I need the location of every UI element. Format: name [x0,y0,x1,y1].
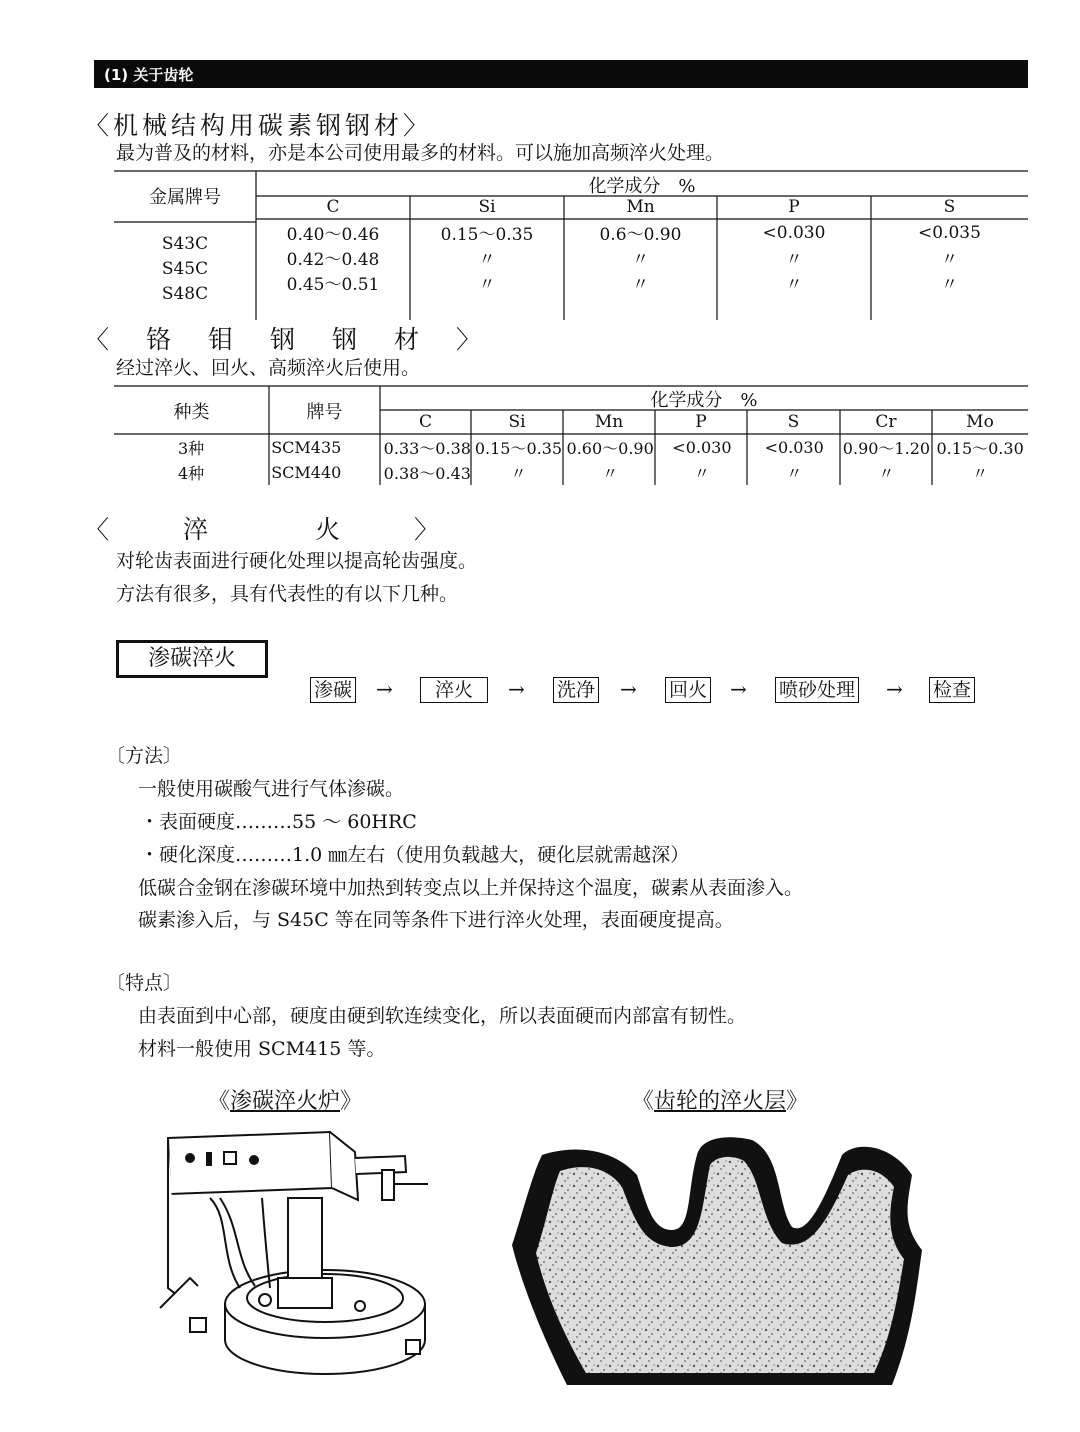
flow-step: 渗碳 [310,677,356,703]
table-cell: 0.60～0.90 [566,439,654,458]
method-heading: 〔方法〕 [106,745,183,767]
table-cell: 0.45～0.51 [286,275,380,295]
element-label: Si [508,412,526,432]
grade-cell: SCM435 [271,438,342,457]
bracket-open: 《 [208,1089,231,1114]
furnace-title-text: 渗碳淬火炉 [230,1089,341,1114]
table-cell: 0.15～0.35 [440,225,534,245]
gear-hardened-layer-illustration [512,1135,922,1393]
carbon-element-header [256,196,1028,218]
method-line: 一般使用碳酸气进行气体渗碳。 [138,778,405,800]
kind-cell: 4种 [178,464,205,483]
flow-arrow: → [620,677,637,701]
flow-step: 洗净 [553,677,599,703]
grade-cell: SCM440 [271,463,342,482]
method-line: ・硬化深度………1.0 ㎜左右（使用负载越大，硬化层就需越深） [140,844,690,866]
table-cell: 0.90～1.20 [842,439,931,458]
crmo-steel-desc: 经过淬火、回火、高频淬火后使用。 [116,357,421,379]
grade-label: S45C [161,259,209,279]
element-label: P [788,197,800,217]
quench-title: 〈 淬 火 〉 [84,515,448,544]
carbon-data-table [256,220,1028,295]
table-cell: 〃 [632,275,649,295]
element-label: S [943,197,956,217]
element-label: Mn [594,412,624,432]
table-cell: 〃 [786,464,803,483]
table-row [256,245,1028,270]
table-cell: 〃 [478,250,496,270]
gear-figure-title [632,1084,808,1115]
carbon-col-grade: 金属牌号 [149,187,221,208]
element-label: S [787,412,800,432]
bracket-open: 《 [632,1089,655,1114]
table-cell: 〃 [972,464,989,483]
table-cell: 〃 [941,250,958,270]
table-cell: 0.15～0.30 [936,439,1024,458]
feature-heading: 〔特点〕 [106,972,183,994]
element-label: Mo [966,412,994,432]
carbon-col-chem: 化学成分 % [588,176,696,197]
element-label: Cr [875,412,897,432]
table-cell: 〃 [478,275,496,295]
element-label: Si [478,197,496,217]
crmo-element-header [380,410,1028,434]
carburizing-furnace-illustration [150,1128,440,1388]
carburize-title-box: 渗碳淬火 [116,640,268,678]
section-header-bar [94,60,1028,88]
table-cell: 〃 [510,464,527,483]
table-cell: 〃 [632,250,649,270]
element-label: C [326,197,340,217]
crmo-col-kind: 种类 [173,402,210,423]
flow-arrow: → [508,677,525,701]
table-cell: 0.42～0.48 [286,250,380,270]
quench-line-1: 对轮齿表面进行硬化处理以提高轮齿强度。 [116,550,478,572]
section-header-label: (1) 关于齿轮 [104,66,194,84]
flow-step: 淬火 [420,677,488,703]
table-row [256,220,1028,245]
element-label: Mn [626,197,655,217]
flow-arrow: → [376,677,393,701]
table-cell: <0.030 [672,438,732,457]
method-line: ・表面硬度………55 ～ 60HRC [140,811,417,833]
table-cell: 0.15～0.35 [474,439,563,458]
carbon-grade-list [114,232,256,307]
table-cell: 〃 [878,464,895,483]
grade-label: S43C [161,234,209,254]
crmo-data-table [114,435,1028,485]
crmo-col-grade: 牌号 [306,402,343,423]
crmo-steel-title: 〈 铬 钼 钢 钢 材 〉 [84,325,488,354]
flow-arrow: → [730,677,747,701]
gear-title-text: 齿轮的淬火层 [654,1089,787,1114]
quench-line-2: 方法有很多，具有代表性的有以下几种。 [116,583,459,605]
bracket-close: 》 [340,1089,363,1114]
table-cell: 〃 [693,464,710,483]
table-cell: 〃 [785,250,803,270]
flow-arrow: → [886,677,903,701]
bracket-close: 》 [786,1089,809,1114]
element-label: C [418,412,432,432]
grade-label: S48C [161,284,209,304]
table-cell: 〃 [602,464,619,483]
table-cell: 0.38～0.43 [383,464,471,483]
carbon-steel-title: 〈机械结构用碳素钢钢材〉 [84,111,433,140]
crmo-col-chem: 化学成分 % [650,390,758,411]
table-row [114,435,1028,460]
method-line: 低碳合金钢在渗碳环境中加热到转变点以上并保持这个温度，碳素从表面渗入。 [138,877,804,899]
method-line: 碳素渗入后，与 S45C 等在同等条件下进行淬火处理，表面硬度提高。 [138,909,734,931]
feature-line: 由表面到中心部，硬度由硬到软连续变化，所以表面硬而内部富有韧性。 [138,1005,747,1027]
table-cell: <0.030 [764,438,824,457]
table-cell: 0.33～0.38 [383,439,471,458]
table-cell: 〃 [941,275,958,295]
table-cell: <0.030 [762,222,826,243]
kind-cell: 3种 [178,439,205,458]
flow-step: 检查 [929,677,975,703]
table-cell: <0.035 [918,222,981,243]
table-cell: 〃 [785,275,803,295]
table-row [256,270,1028,295]
table-cell: 0.40～0.46 [286,225,380,245]
flow-step: 回火 [665,677,711,703]
flow-step: 喷砂处理 [775,677,859,703]
table-cell: 0.6～0.90 [599,225,682,245]
feature-line: 材料一般使用 SCM415 等。 [138,1038,386,1060]
table-row [114,460,1028,485]
element-label: P [695,412,707,432]
carbon-steel-desc: 最为普及的材料，亦是本公司使用最多的材料。可以施加高频淬火处理。 [116,142,725,164]
furnace-figure-title [208,1084,362,1115]
